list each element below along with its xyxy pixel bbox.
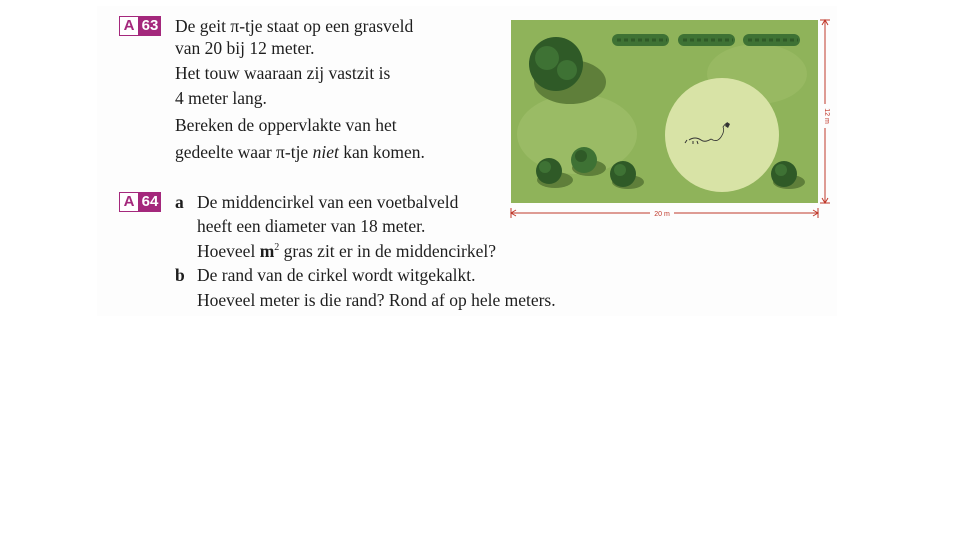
exercise-63-line-4: 4 meter lang. (175, 88, 267, 108)
part-a-label: a (175, 192, 184, 212)
exercise-63-line-1: De geit π-tje staat op een grasveld (175, 16, 414, 36)
text-run: gras zit er in de middencirkel? (279, 241, 496, 261)
text-run: gedeelte waar π-tje (175, 142, 313, 162)
exercise-63-line-5: Bereken de oppervlakte van het (175, 115, 397, 135)
height-dimension (819, 20, 831, 203)
exercise-level: A (119, 16, 139, 36)
part-b-line-2: Hoeveel meter is die rand? Rond af op hele meters. (197, 290, 556, 310)
text-run: Hoeveel (197, 241, 260, 261)
width-label: 20 m (654, 211, 670, 218)
text-run: kan komen. (338, 142, 425, 162)
exercise-63-line-2: van 20 bij 12 meter. (175, 38, 315, 58)
hedge-row (612, 34, 800, 46)
emphasis-niet: niet (312, 142, 339, 162)
height-label: 12 m (823, 108, 830, 124)
unit-exponent: 2 (274, 242, 280, 254)
exercise-63-line-6 (175, 142, 425, 162)
exercise-level: A (119, 192, 139, 212)
part-a-line-2: heeft een diameter van 18 meter. (197, 216, 426, 236)
part-b-label: b (175, 265, 185, 285)
unit-m: m (259, 241, 275, 261)
part-b-line-1: De rand van de cirkel wordt witgekalkt. (197, 265, 476, 285)
exercise-number: 63 (139, 16, 161, 36)
part-a-line-1: De middencirkel van een voetbalveld (197, 192, 459, 212)
exercise-63-line-3: Het touw waaraan zij vastzit is (175, 63, 391, 83)
exercise-64-badge (119, 192, 161, 212)
exercise-63-badge (119, 16, 161, 36)
exercise-number: 64 (139, 192, 161, 212)
width-dimension (511, 208, 818, 218)
part-a-question (197, 241, 496, 261)
grass-field-illustration (507, 14, 837, 222)
